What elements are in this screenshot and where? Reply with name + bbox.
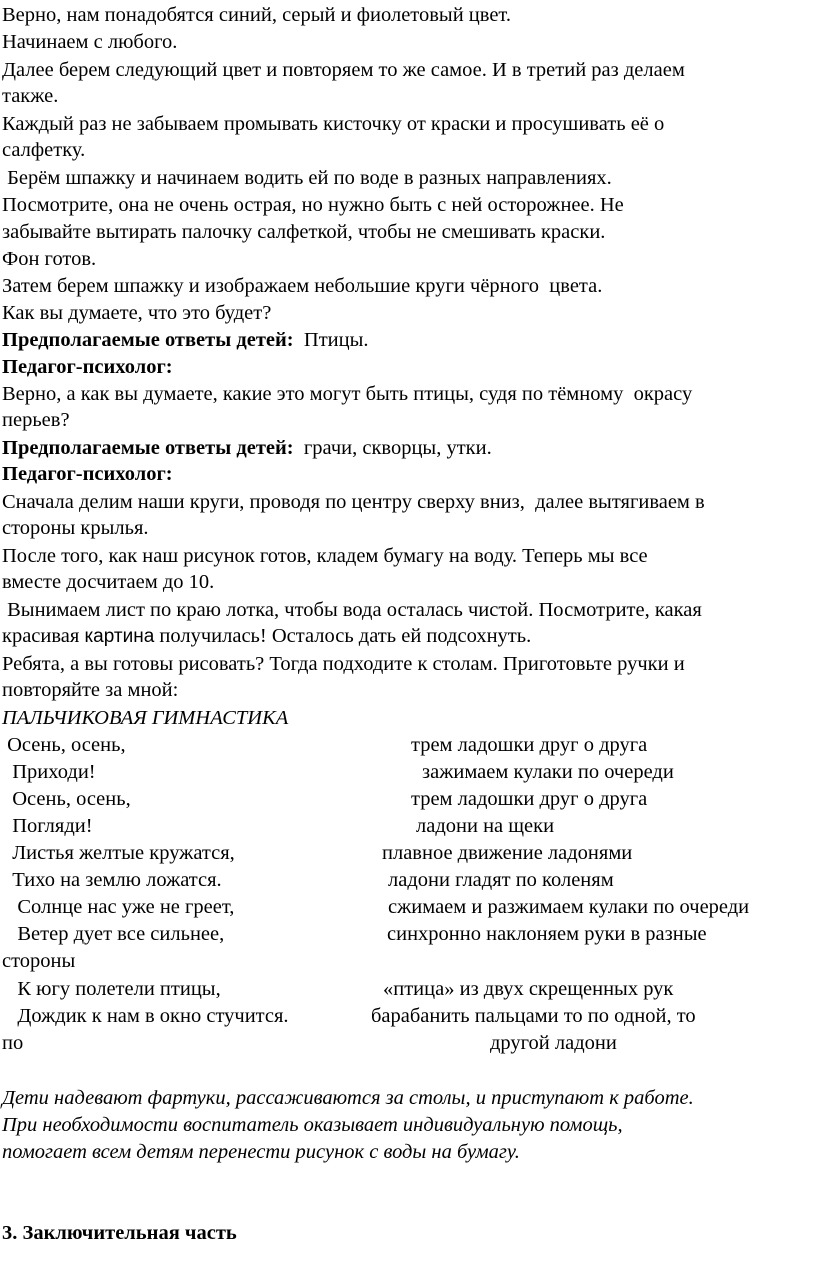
gym-verse: Дождик к нам в окно стучится. xyxy=(2,1005,289,1027)
paragraph-line: Начинаем с любого. xyxy=(2,31,178,53)
children-answer-line xyxy=(2,436,492,460)
paragraph-line: Сначала делим наши круги, проводя по центру сверху вниз, далее вытягиваем в xyxy=(2,491,705,513)
speaker-label: Педагог-психолог: xyxy=(2,463,173,485)
picture-word: картина xyxy=(84,626,155,647)
paragraph-line: После того, как наш рисунок готов, кладем бумагу на воду. Теперь мы все xyxy=(2,545,648,567)
gym-verse: Погляди! xyxy=(2,815,93,837)
gym-verse: Ветер дует все сильнее, xyxy=(2,923,225,945)
answer-label: Предполагаемые ответы детей: xyxy=(2,329,294,351)
paragraph-line: Ребята, а вы готовы рисовать? Тогда подходите к столам. Приготовьте ручки и xyxy=(2,653,685,675)
gym-action: ладони на щеки xyxy=(416,815,555,837)
gym-action-wrap: по xyxy=(2,1032,24,1054)
gym-action-wrap: стороны xyxy=(2,950,76,972)
gym-verse: Осень, осень, xyxy=(2,788,131,810)
answer-label: Предполагаемые ответы детей: xyxy=(2,437,294,459)
gym-action: трем ладошки друг о друга xyxy=(411,734,648,756)
paragraph-line: забывайте вытирать палочку салфеткой, чтобы не смешивать краски. xyxy=(2,221,606,243)
children-answer-line xyxy=(2,328,369,352)
paragraph-line: перьев? xyxy=(2,409,70,431)
gym-action: зажимаем кулаки по очереди xyxy=(422,761,674,783)
paragraph-line: также. xyxy=(2,85,59,107)
paragraph-line: Затем берем шпажку и изображаем небольшие круги чёрного цвета. xyxy=(2,275,603,297)
paragraph-line: Каждый раз не забываем промывать кисточку от краски и просушивать её о xyxy=(2,113,665,135)
paragraph-line: Далее берем следующий цвет и повторяем то же самое. И в третий раз делаем xyxy=(2,59,685,81)
gym-action: синхронно наклоняем руки в разные xyxy=(387,923,707,945)
paragraph-line: Берём шпажку и начинаем водить ей по воде в разных направлениях. xyxy=(2,167,612,189)
answer-text: грачи, скворцы, утки. xyxy=(303,437,492,459)
gym-verse: Приходи! xyxy=(2,761,96,783)
paragraph-line: Вынимаем лист по краю лотка, чтобы вода осталась чистой. Посмотрите, какая xyxy=(2,599,702,621)
paragraph-line: стороны крылья. xyxy=(2,517,149,539)
paragraph-line: салфетку. xyxy=(2,139,86,161)
gymnastics-title: ПАЛЬЧИКОВАЯ ГИМНАСТИКА xyxy=(2,707,289,729)
section-heading: 3. Заключительная часть xyxy=(2,1222,237,1244)
italic-instruction-line: При необходимости воспитатель оказывает индивидуальную помощь, xyxy=(2,1114,623,1136)
gym-action-wrap: другой ладони xyxy=(490,1032,617,1054)
paragraph-line: Верно, а как вы думаете, какие это могут быть птицы, судя по тёмному окрасу xyxy=(2,383,693,405)
italic-instruction-line: Дети надевают фартуки, рассаживаются за столы, и приступают к работе. xyxy=(2,1087,694,1109)
gym-verse: Осень, осень, xyxy=(2,734,126,756)
paragraph-line: Как вы думаете, что это будет? xyxy=(2,302,272,324)
paragraph-line: Верно, нам понадобятся синий, серый и фиолетовый цвет. xyxy=(2,4,511,26)
gym-action: сжимаем и разжимаем кулаки по очереди xyxy=(388,896,750,918)
gym-verse: Тихо на землю ложатся. xyxy=(2,869,222,891)
paragraph-line: повторяйте за мной: xyxy=(2,679,179,701)
paragraph-line: вместе досчитаем до 10. xyxy=(2,571,215,593)
speaker-label: Педагог-психолог: xyxy=(2,356,173,378)
gym-verse: Листья желтые кружатся, xyxy=(2,842,235,864)
paragraph-line: красивая картина получилась! Осталось дать ей подсохнуть. xyxy=(2,625,532,647)
gym-action: трем ладошки друг о друга xyxy=(411,788,648,810)
gym-action: барабанить пальцами то по одной, то xyxy=(371,1005,696,1027)
gym-verse: К югу полетели птицы, xyxy=(2,978,221,1000)
paragraph-line: Посмотрите, она не очень острая, но нужно быть с ней осторожнее. Не xyxy=(2,194,624,216)
italic-instruction-line: помогает всем детям перенести рисунок с воды на бумагу. xyxy=(2,1141,520,1163)
gym-action: ладони гладят по коленям xyxy=(388,869,614,891)
paragraph-line: Фон готов. xyxy=(2,248,97,270)
gym-action: «птица» из двух скрещенных рук xyxy=(383,978,674,1000)
gym-action: плавное движение ладонями xyxy=(382,842,633,864)
gym-verse: Солнце нас уже не греет, xyxy=(2,896,235,918)
answer-text: Птицы. xyxy=(303,329,369,351)
